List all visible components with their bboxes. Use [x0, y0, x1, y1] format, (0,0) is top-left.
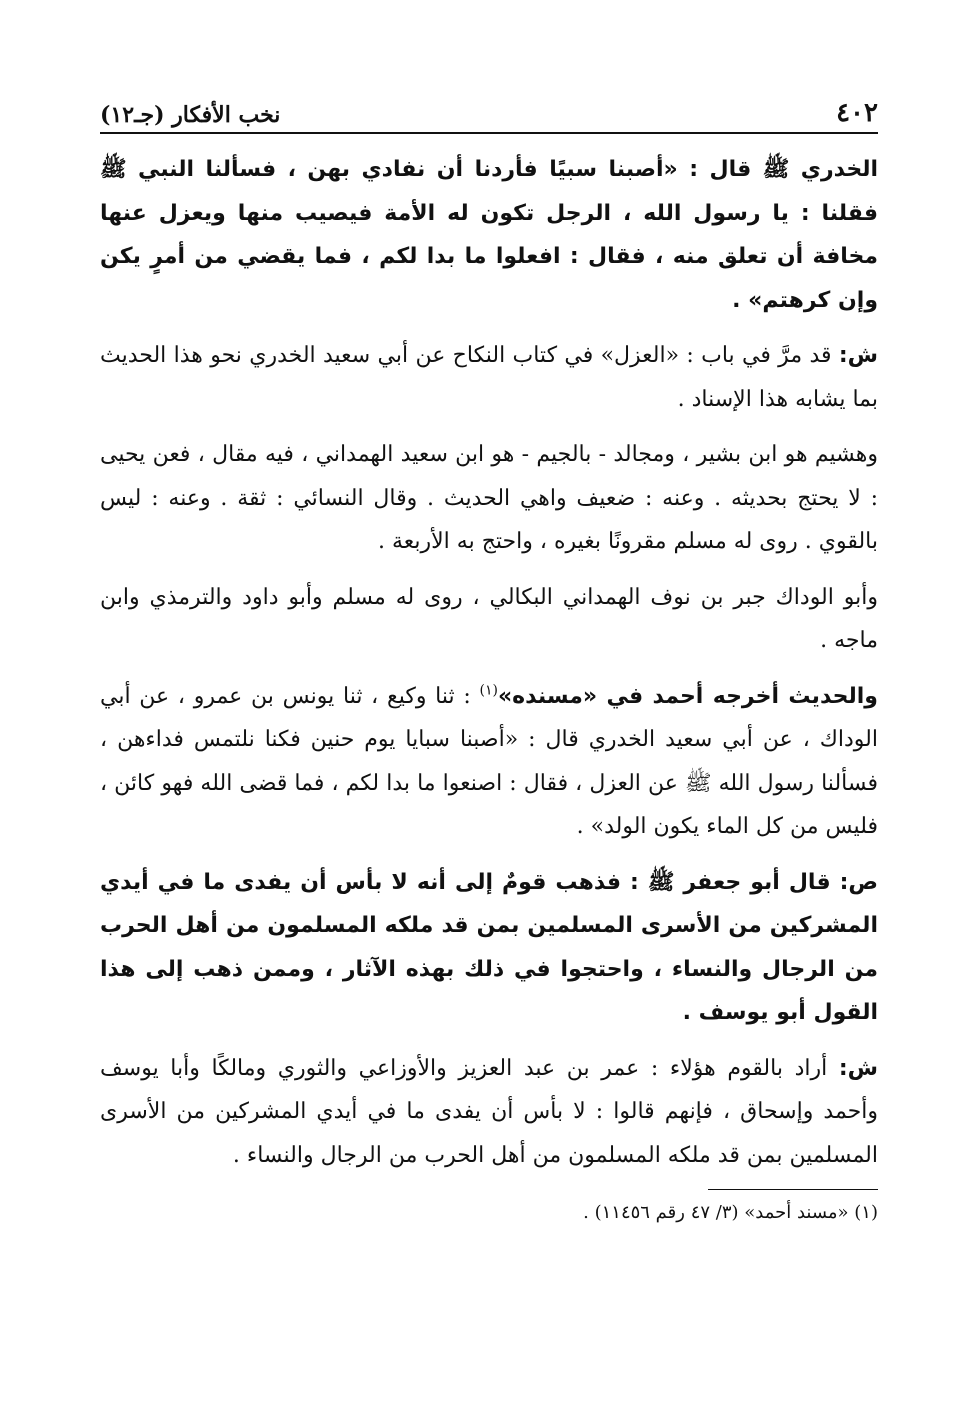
commentary-text: قد مرَّ في باب : «العزل» في كتاب النكاح عن أبي سعيد الخدري نحو هذا الحديث بما يشابه هذا الإسناد .	[100, 343, 878, 412]
footnote: (١) «مسند أحمد» (٣/ ٤٧ رقم ١١٤٥٦) .	[583, 1202, 878, 1223]
page-body	[100, 148, 878, 1177]
main-text-paragraph: ص: قال أبو جعفر ﷺ : فذهب قومٌ إلى أنه لا بأس أن يفدى ما في أيدي المشركين من الأسرى المسلمين بمن قد ملكه المسلمون من أهل الحرب من الرجال والنساء ، واحتجوا في ذلك بهذه الآثار ، وممن ذهب إلى هذا القول أبو يوسف .	[100, 869, 878, 1025]
book-page	[100, 88, 878, 1228]
takhrij-lead: والحديث أخرجه أحمد في «مسنده»	[497, 683, 878, 709]
commentary-marker-2: ش:	[838, 1055, 878, 1081]
hadith-text-paragraph: الخدري ﷺ قال : «أصبنا سبيًا فأردنا أن نفادي بهن ، فسألنا النبي ﷺ فقلنا : يا رسول الله ، الرجل تكون له الأمة فيصيب منها ويعزل عنها مخافة أن تعلق منه ، فقال : افعلوا ما بدا لكم ، فما يقضي من أمرٍ يكن وإن كرهتم» .	[100, 157, 878, 313]
narrator-notes-paragraph-2: وأبو الوداك جبر بن نوف الهمداني البكالي ، روى له مسلم وأبو داود والترمذي وابن ماجه .	[100, 584, 878, 653]
takhrij-text: : ثنا وكيع ، ثنا يونس بن عمرو ، عن أبي الوداك ، عن أبي سعيد الخدري قال : «أصبنا سبايا يوم حنين فكنا نلتمس فداءهن ، فسألنا رسول الله ﷺ عن العزل ، فقال : اصنعوا ما بدا لكم ، فما قضى الله فهو كائن ، فليس من كل الماء يكون الولد» .	[100, 683, 878, 839]
commentary-paragraph	[100, 334, 878, 421]
footnote-marker: (١)	[479, 682, 498, 699]
footnote-separator	[708, 1189, 878, 1190]
running-title: نخب الأفكار (جـ١٢)	[100, 102, 281, 128]
narrator-notes-paragraph: وهشيم هو ابن بشير ، ومجالد - بالجيم - هو ابن سعيد الهمداني ، فيه مقال ، فعن يحيى : لا يحتج بحديثه . وعنه : ضعيف واهي الحديث . وقال النسائي : ثقة . وعنه : ليس بالقوي . روى له مسلم مقرونًا بغيره ، واحتج به الأربعة .	[100, 442, 878, 554]
commentary-marker: ش:	[838, 343, 878, 368]
commentary-paragraph-2	[100, 1047, 878, 1178]
page-number: ٤٠٢	[836, 98, 878, 128]
page-header	[100, 88, 878, 134]
commentary-text-2: أراد بالقوم هؤلاء : عمر بن عبد العزيز والأوزاعي والثوري ومالكًا وأبا يوسف وأحمد وإسحاق ، فإنهم قالوا : لا بأس أن يفدى ما في أيدي المشركين من الأسرى المسلمين بمن قد ملكه المسلمون من أهل الحرب من الرجال والنساء .	[100, 1055, 878, 1168]
takhrij-paragraph	[100, 675, 878, 849]
